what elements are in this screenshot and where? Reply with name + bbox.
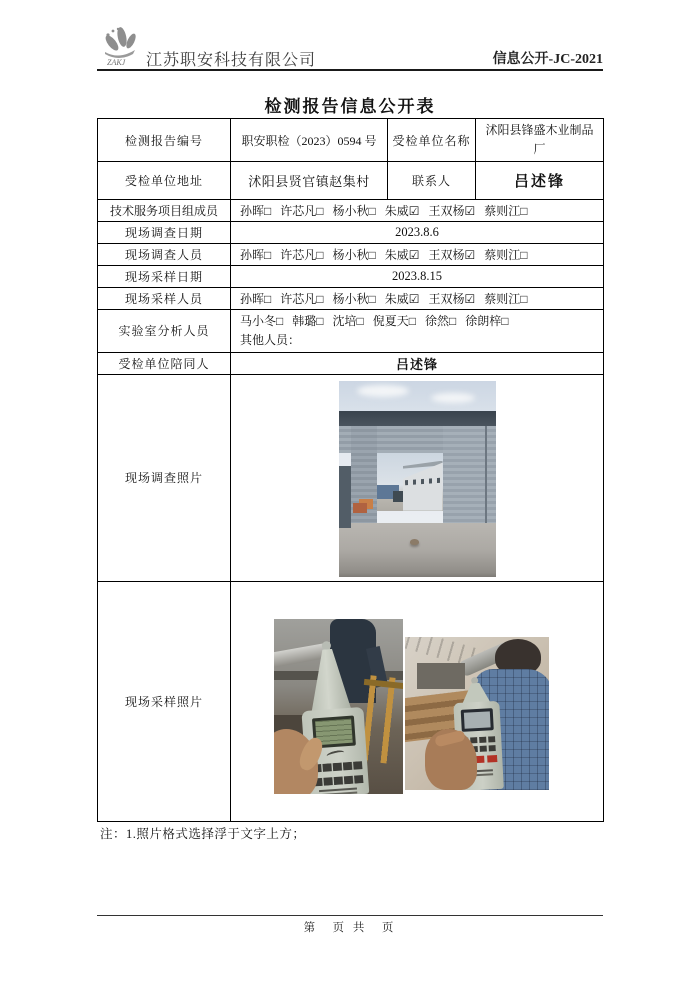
member-checkbox: 许芯凡□ [280, 248, 324, 263]
member-checkbox: 蔡则江□ [484, 292, 528, 307]
member-checkbox: 孙晖□ [240, 292, 272, 307]
member-checkbox: 朱威☑ [384, 204, 420, 219]
meter-screen [461, 708, 494, 732]
page-number: 第 页 共 页 [303, 922, 397, 934]
page-title: 检测报告信息公开表 [264, 97, 436, 116]
table-row [98, 310, 604, 352]
survey-photo-cell [231, 374, 604, 581]
member-checkbox: 倪夏天□ [372, 314, 416, 329]
sampling-staff-members [231, 288, 604, 310]
photo-downpipe [485, 426, 487, 523]
photo-gate-opening [377, 453, 443, 511]
meter-logo [326, 749, 345, 760]
table-row [98, 352, 604, 374]
escort-value: 吕述锋 [231, 352, 604, 374]
survey-staff-label: 现场调查人员 [98, 244, 231, 266]
header-rule [97, 69, 603, 71]
member-checkbox: 徐朗梓□ [465, 314, 509, 329]
survey-photo-label: 现场调查照片 [98, 374, 231, 581]
sampling-photo-right [405, 637, 549, 790]
member-checkbox: 沈培□ [332, 314, 364, 329]
member-checkbox: 蔡则江□ [484, 204, 528, 219]
contact-label: 联系人 [388, 162, 476, 200]
photo-building-top [339, 411, 496, 426]
unit-address-label: 受检单位地址 [98, 162, 231, 200]
contact-value: 吕述锋 [476, 162, 604, 200]
survey-staff-members [231, 244, 604, 266]
meter-microphone [471, 676, 478, 683]
survey-date-value: 2023.8.6 [231, 222, 604, 244]
photo-fence [339, 466, 351, 528]
table-row [98, 222, 604, 244]
member-checkbox: 朱威☑ [384, 292, 420, 307]
photo-cloud [431, 393, 475, 403]
table-row [98, 162, 604, 200]
survey-photo [339, 381, 496, 577]
unit-name-label: 受检单位名称 [388, 119, 476, 162]
team-label: 技术服务项目组成员 [98, 200, 231, 222]
table-row [98, 374, 604, 581]
unit-address-value: 沭阳县贤官镇赵集村 [231, 162, 388, 200]
table-row [98, 119, 604, 162]
team-members [231, 200, 604, 222]
table-row [98, 581, 604, 821]
member-checkbox: 王双杨☑ [428, 292, 476, 307]
photo-cloud [357, 385, 409, 397]
table-row [98, 266, 604, 288]
lab-members [240, 312, 594, 331]
photo-crates [353, 503, 367, 513]
report-table [97, 118, 604, 822]
lab-staff-label: 实验室分析人员 [98, 310, 231, 352]
member-checkbox: 孙晖□ [240, 204, 272, 219]
lab-staff-cell [231, 310, 604, 352]
member-checkbox: 许芯凡□ [280, 292, 324, 307]
meter-cone [307, 647, 351, 712]
escort-label: 受检单位陪同人 [98, 352, 231, 374]
meter-microphone [322, 641, 332, 651]
sampling-photo-label: 现场采样照片 [98, 581, 231, 821]
sampling-photo-cell [231, 581, 604, 821]
meter-label [319, 787, 357, 792]
sampling-staff-label: 现场采样人员 [98, 288, 231, 310]
meter-cone [461, 682, 490, 703]
photo-dog [410, 539, 419, 545]
member-checkbox: 韩璐□ [292, 314, 324, 329]
member-checkbox: 马小冬□ [240, 314, 284, 329]
member-checkbox: 杨小秋□ [332, 204, 376, 219]
report-no-label: 检测报告编号 [98, 119, 231, 162]
member-checkbox: 徐然□ [425, 314, 457, 329]
unit-name-value: 沭阳县锋盛木业制品厂 [476, 119, 604, 162]
table-row [98, 244, 604, 266]
doc-code: 信息公开-JC-2021 [492, 52, 603, 67]
survey-date-label: 现场调查日期 [98, 222, 231, 244]
member-checkbox: 王双杨☑ [428, 204, 476, 219]
logo-text: ZAKJ [107, 58, 126, 67]
member-checkbox: 孙晖□ [240, 248, 272, 263]
photo-warehouse [403, 463, 443, 511]
member-checkbox: 王双杨☑ [428, 248, 476, 263]
sampling-photo-left [274, 619, 403, 794]
sampling-date-label: 现场采样日期 [98, 266, 231, 288]
member-checkbox: 朱威☑ [384, 248, 420, 263]
lab-others-label: 其他人员： [240, 332, 301, 347]
photo-ground [339, 523, 496, 577]
footer-rule [97, 915, 603, 916]
photo-building-wall [443, 426, 496, 523]
table-row [98, 288, 604, 310]
sampling-date-value: 2023.8.15 [231, 266, 604, 288]
member-checkbox: 许芯凡□ [280, 204, 324, 219]
member-checkbox: 杨小秋□ [332, 248, 376, 263]
report-no-value: 职安职检（2023）0594 号 [231, 119, 388, 162]
member-checkbox: 杨小秋□ [332, 292, 376, 307]
company-name: 江苏职安科技有限公司 [146, 52, 317, 69]
meter-screen-display [464, 711, 491, 728]
member-checkbox: 蔡则江□ [484, 248, 528, 263]
footnote: 注：1.照片格式选择浮于文字上方； [100, 827, 306, 841]
table-row [98, 200, 604, 222]
meter-buttons [312, 761, 363, 786]
